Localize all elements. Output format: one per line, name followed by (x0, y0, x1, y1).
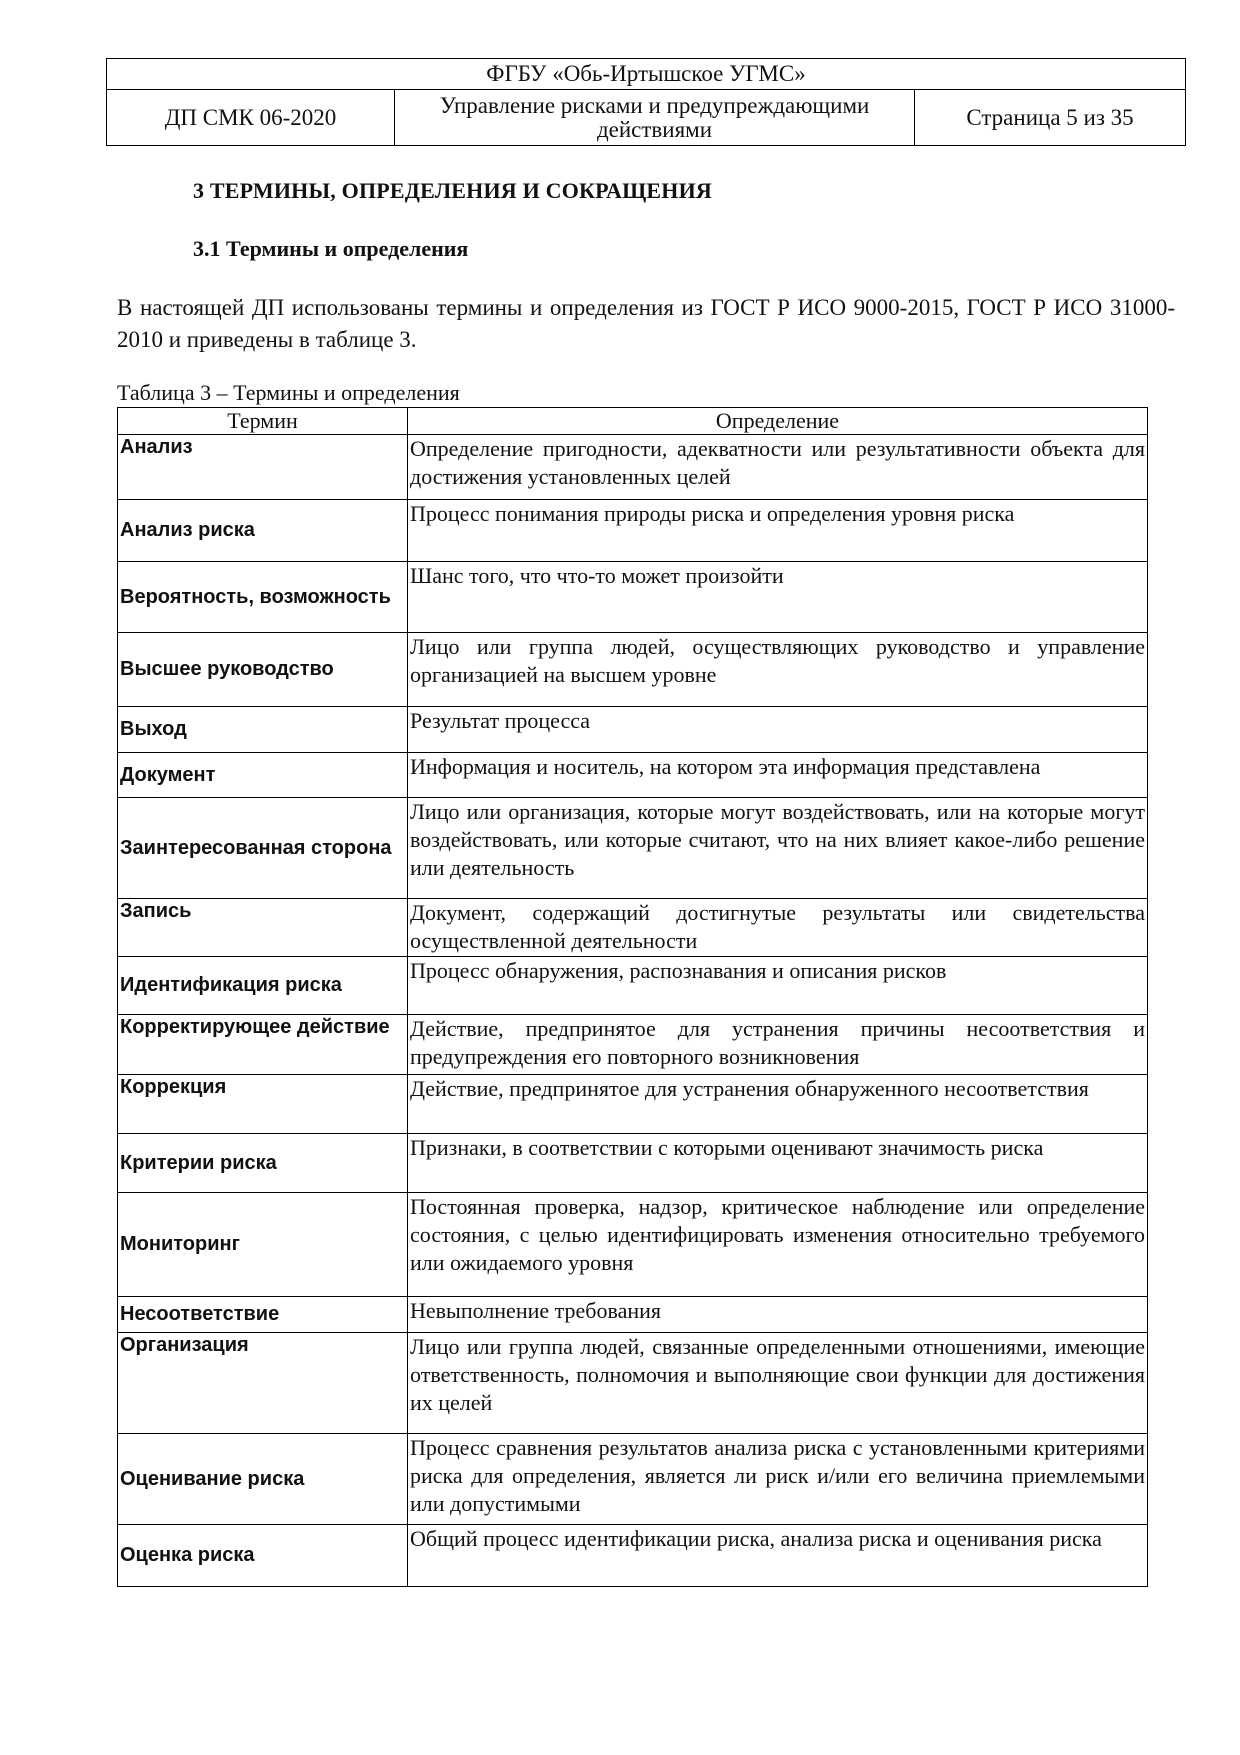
term-cell: Оценка риска (118, 1525, 408, 1587)
definition-cell: Информация и носитель, на котором эта информация представлена (408, 753, 1148, 798)
table-row (118, 798, 1148, 899)
table-row (118, 633, 1148, 707)
table-row (118, 1333, 1148, 1434)
document-title: Управление рисками и предупреждающими действиями (395, 90, 915, 146)
term-cell: Коррекция (118, 1075, 408, 1134)
definition-cell: Невыполнение требования (408, 1297, 1148, 1333)
definition-cell: Процесс понимания природы риска и определения уровня риска (408, 500, 1148, 562)
definition-cell: Лицо или организация, которые могут воздействовать, или на которые могут воздействовать, или которые считают, что на них влияет какое-либо решение или деятельность (408, 798, 1148, 899)
subsection-heading: 3.1 Термины и определения (193, 236, 469, 261)
table-caption: Таблица 3 – Термины и определения (117, 380, 460, 405)
table-header-row (118, 408, 1148, 435)
definition-cell: Процесс обнаружения, распознавания и описания рисков (408, 957, 1148, 1015)
term-cell: Анализ риска (118, 500, 408, 562)
term-cell: Оценивание риска (118, 1434, 408, 1525)
table-row (118, 500, 1148, 562)
column-header-term: Термин (118, 408, 408, 435)
term-cell: Заинтересованная сторона (118, 798, 408, 899)
definition-cell: Действие, предпринятое для устранения причины несоответствия и предупреждения его повторного возникновения (408, 1015, 1148, 1075)
definition-cell: Результат процесса (408, 707, 1148, 753)
column-header-definition: Определение (408, 408, 1148, 435)
table-row (118, 1015, 1148, 1075)
term-cell: Запись (118, 899, 408, 957)
table-row (118, 1434, 1148, 1525)
definition-cell: Признаки, в соответствии с которыми оценивают значимость риска (408, 1134, 1148, 1193)
page-number: Страница 5 из 35 (966, 105, 1134, 130)
term-cell: Мониторинг (118, 1193, 408, 1297)
definition-cell: Лицо или группа людей, связанные определенными отношениями, имеющие ответственность, полномочия и выполняющие свои функции для достижения их целей (408, 1333, 1148, 1434)
document-header (106, 58, 1186, 146)
term-cell: Корректирующее действие (118, 1015, 408, 1075)
table-row (118, 899, 1148, 957)
document-code: ДП СМК 06-2020 (107, 90, 395, 146)
table-row (118, 1134, 1148, 1193)
term-cell: Организация (118, 1333, 408, 1434)
definition-cell: Постоянная проверка, надзор, критическое наблюдение или определение состояния, с целью идентифицировать изменения относительно требуемого или ожидаемого уровня (408, 1193, 1148, 1297)
table-row (118, 562, 1148, 633)
term-cell: Документ (118, 753, 408, 798)
table-row (118, 1193, 1148, 1297)
organization-name: ФГБУ «Обь-Иртышское УГМС» (107, 59, 1185, 90)
terms-table (117, 407, 1148, 1587)
table-row (118, 1525, 1148, 1587)
table-row (118, 1075, 1148, 1134)
definition-cell: Процесс сравнения результатов анализа риска с установленными критериями риска для определения, является ли риск и/или его величина приемлемыми или допустимыми (408, 1434, 1148, 1525)
term-cell: Вероятность, возможность (118, 562, 408, 633)
section-heading: 3 ТЕРМИНЫ, ОПРЕДЕЛЕНИЯ И СОКРАЩЕНИЯ (193, 178, 713, 203)
table-row (118, 957, 1148, 1015)
term-cell: Выход (118, 707, 408, 753)
definition-cell: Действие, предпринятое для устранения обнаруженного несоответствия (408, 1075, 1148, 1134)
term-cell: Несоответствие (118, 1297, 408, 1333)
term-cell: Идентификация риска (118, 957, 408, 1015)
term-cell: Критерии риска (118, 1134, 408, 1193)
definition-cell: Определение пригодности, адекватности или результативности объекта для достижения установленных целей (408, 435, 1148, 500)
table-row (118, 435, 1148, 500)
definition-cell: Документ, содержащий достигнутые результаты или свидетельства осуществленной деятельности (408, 899, 1148, 957)
table-row (118, 753, 1148, 798)
table-row (118, 1297, 1148, 1333)
definition-cell: Шанс того, что что-то может произойти (408, 562, 1148, 633)
table-row (118, 707, 1148, 753)
term-cell: Анализ (118, 435, 408, 500)
definition-cell: Лицо или группа людей, осуществляющих руководство и управление организацией на высшем уровне (408, 633, 1148, 707)
intro-paragraph: В настоящей ДП использованы термины и определения из ГОСТ Р ИСО 9000-2015, ГОСТ Р ИСО 31000-2010 и приведены в таблице 3. (117, 295, 1175, 352)
term-cell: Высшее руководство (118, 633, 408, 707)
definition-cell: Общий процесс идентификации риска, анализа риска и оценивания риска (408, 1525, 1148, 1587)
